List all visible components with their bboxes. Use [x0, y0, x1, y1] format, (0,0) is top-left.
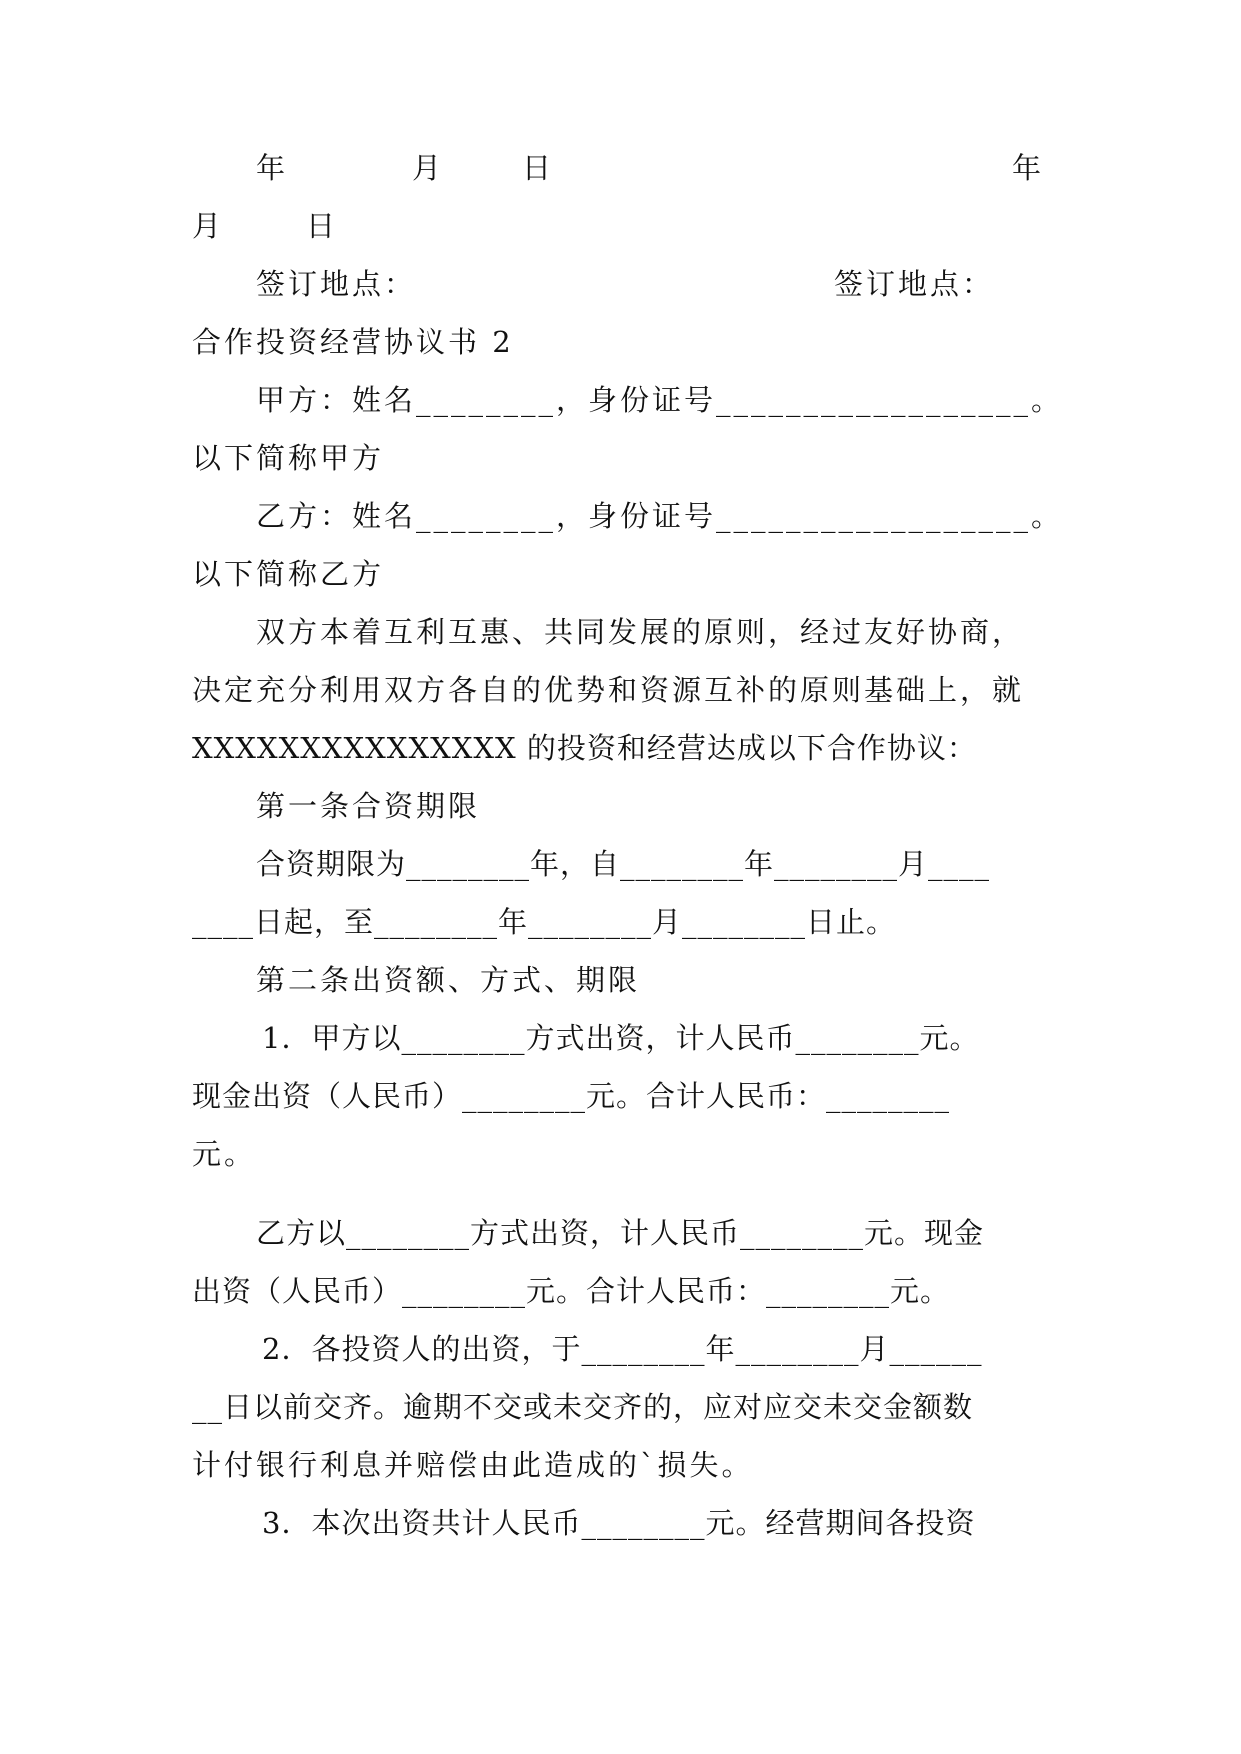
article-2-item-1-line-3: 元。	[192, 1137, 257, 1171]
article-2-item-3-line-1: 3．本次出资共计人民币________元。经营期间各投资	[262, 1506, 976, 1540]
article-2-item-1b-line-2: 出资（人民币）________元。合计人民币：________元。	[192, 1274, 951, 1308]
intro-line-1: 双方本着互利互惠、共同发展的原则，经过友好协商，	[256, 615, 1025, 649]
article-2-item-1-line-1: 1．甲方以________方式出资，计人民币________元。	[262, 1021, 980, 1055]
signing-place-right: 签订地点：	[834, 267, 995, 301]
article-2-item-2-line-1: 2．各投资人的出资，于________年________月______	[262, 1332, 983, 1366]
party-b-line: 乙方：姓名________，身份证号__________________。	[256, 499, 1064, 533]
article-2-item-1b-line-1: 乙方以________方式出资，计人民币________元。现金	[256, 1216, 985, 1250]
date-month-right: 月	[192, 209, 225, 243]
date-day-left: 日	[522, 151, 555, 185]
intro-line-2: 决定充分利用双方各自的优势和资源互补的原则基础上，就	[192, 673, 1025, 707]
article-2-item-2-line-2: __日以前交齐。逾期不交或未交齐的，应对应交未交金额数	[192, 1390, 974, 1424]
date-month-left: 月	[412, 151, 445, 185]
article-1-heading: 第一条合资期限	[256, 789, 481, 823]
intro-line-3: XXXXXXXXXXXXXXX 的投资和经营达成以下合作协议：	[192, 731, 977, 765]
article-2-heading: 第二条出资额、方式、期限	[256, 963, 641, 997]
signing-place-left: 签订地点：	[256, 267, 417, 301]
party-a-line: 甲方：姓名________，身份证号__________________。	[256, 383, 1064, 417]
article-1-line-1: 合资期限为________年，自________年________月____	[256, 847, 991, 881]
date-day-right: 日	[306, 209, 339, 243]
article-2-item-1-line-2: 现金出资（人民币）________元。合计人民币：________	[192, 1079, 951, 1113]
date-year-right: 年	[1012, 151, 1045, 185]
date-year-left: 年	[256, 151, 289, 185]
party-a-abbrev: 以下简称甲方	[192, 441, 385, 475]
party-b-abbrev: 以下简称乙方	[192, 557, 385, 591]
article-1-line-2: ____日起，至________年________月________日止。	[192, 905, 897, 939]
article-2-item-2-line-3: 计付银行利息并赔偿由此造成的`损失。	[192, 1448, 754, 1482]
document-title: 合作投资经营协议书 2	[192, 325, 514, 359]
